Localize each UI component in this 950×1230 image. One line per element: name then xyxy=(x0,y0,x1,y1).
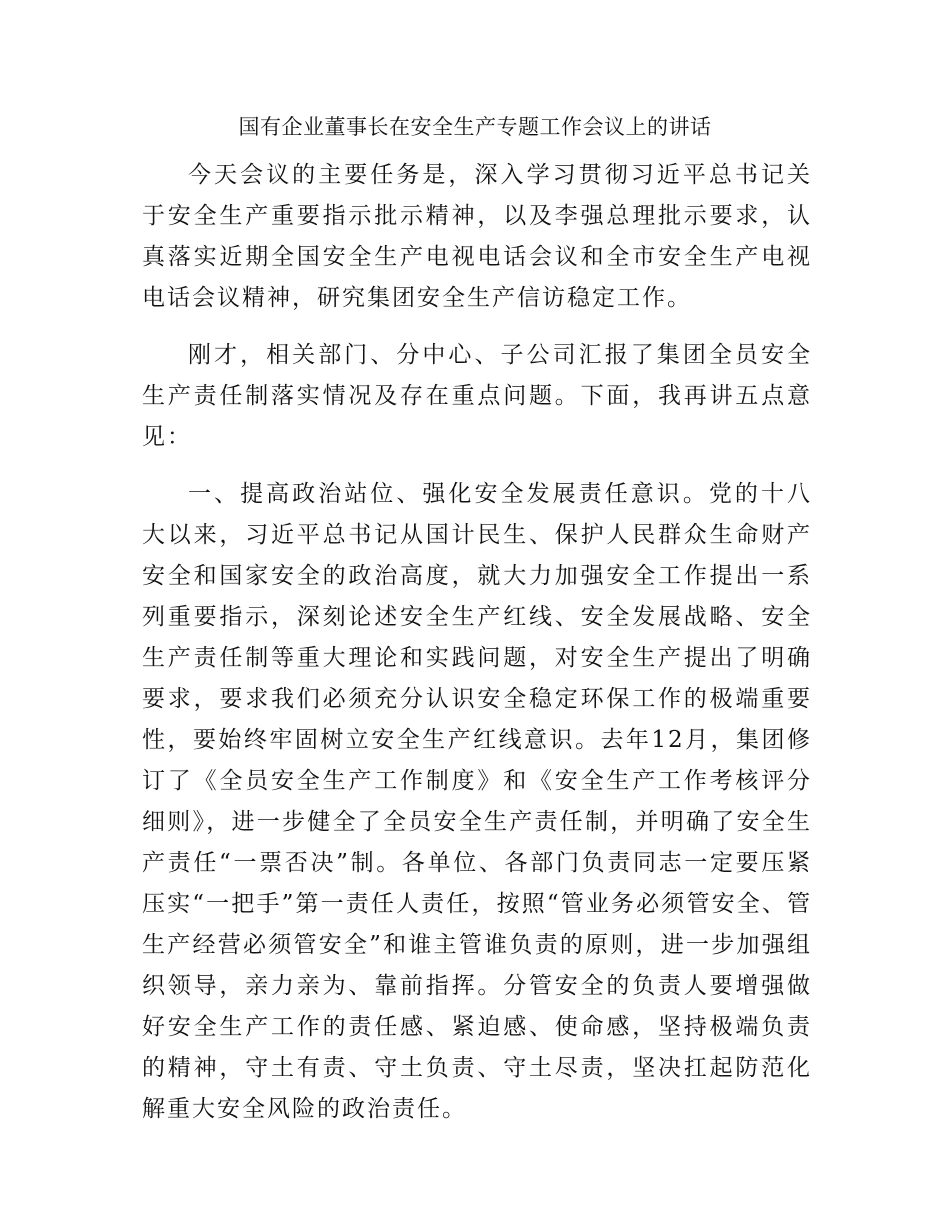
paragraph-opening: 今天会议的主要任务是，深入学习贯彻习近平总书记关于安全生产重要指示批示精神，以及李强总理批示要求，认真落实近期全国安全生产电视电话会议和全市安全生产电视电话会议精神，研究集团安全生产信访稳定工作。 xyxy=(142,162,812,311)
paragraph-reports: 刚才，相关部门、分中心、子公司汇报了集团全员安全生产责任制落实情况及存在重点问题。下面，我再讲五点意见： xyxy=(142,342,812,450)
paragraph-point-one: 一、提高政治站位、强化安全发展责任意识。党的十八大以来，习近平总书记从国计民生、保护人民群众生命财产安全和国家安全的政治高度，就大力加强安全工作提出一系列重要指示，深刻论述安全生产红线、安全发展战略、安全生产责任制等重大理论和实践问题，对安全生产提出了明确要求，要求我们必须充分认识安全稳定环保工作的极端重要性，要始终牢固树立安全生产红线意识。去年12月，集团修订了《全员安全生产工作制度》和《安全生产工作考核评分细则》，进一步健全了全员安全生产责任制，并明确了安全生产责任“一票否决”制。各单位、各部门负责同志一定要压紧压实“一把手”第一责任人责任，按照“管业务必须管安全、管生产经营必须管安全”和谁主管谁负责的原则，进一步加强组织领导，亲力亲为、靠前指挥。分管安全的负责人要增强做好安全生产工作的责任感、紧迫感、使命感，坚持极端负责的精神，守土有责、守土负责、守土尽责，坚决扛起防范化解重大安全风险的政治责任。 xyxy=(142,481,812,1122)
document-body xyxy=(142,155,812,1130)
document-title: 国有企业董事长在安全生产专题工作会议上的讲话 xyxy=(238,115,712,139)
